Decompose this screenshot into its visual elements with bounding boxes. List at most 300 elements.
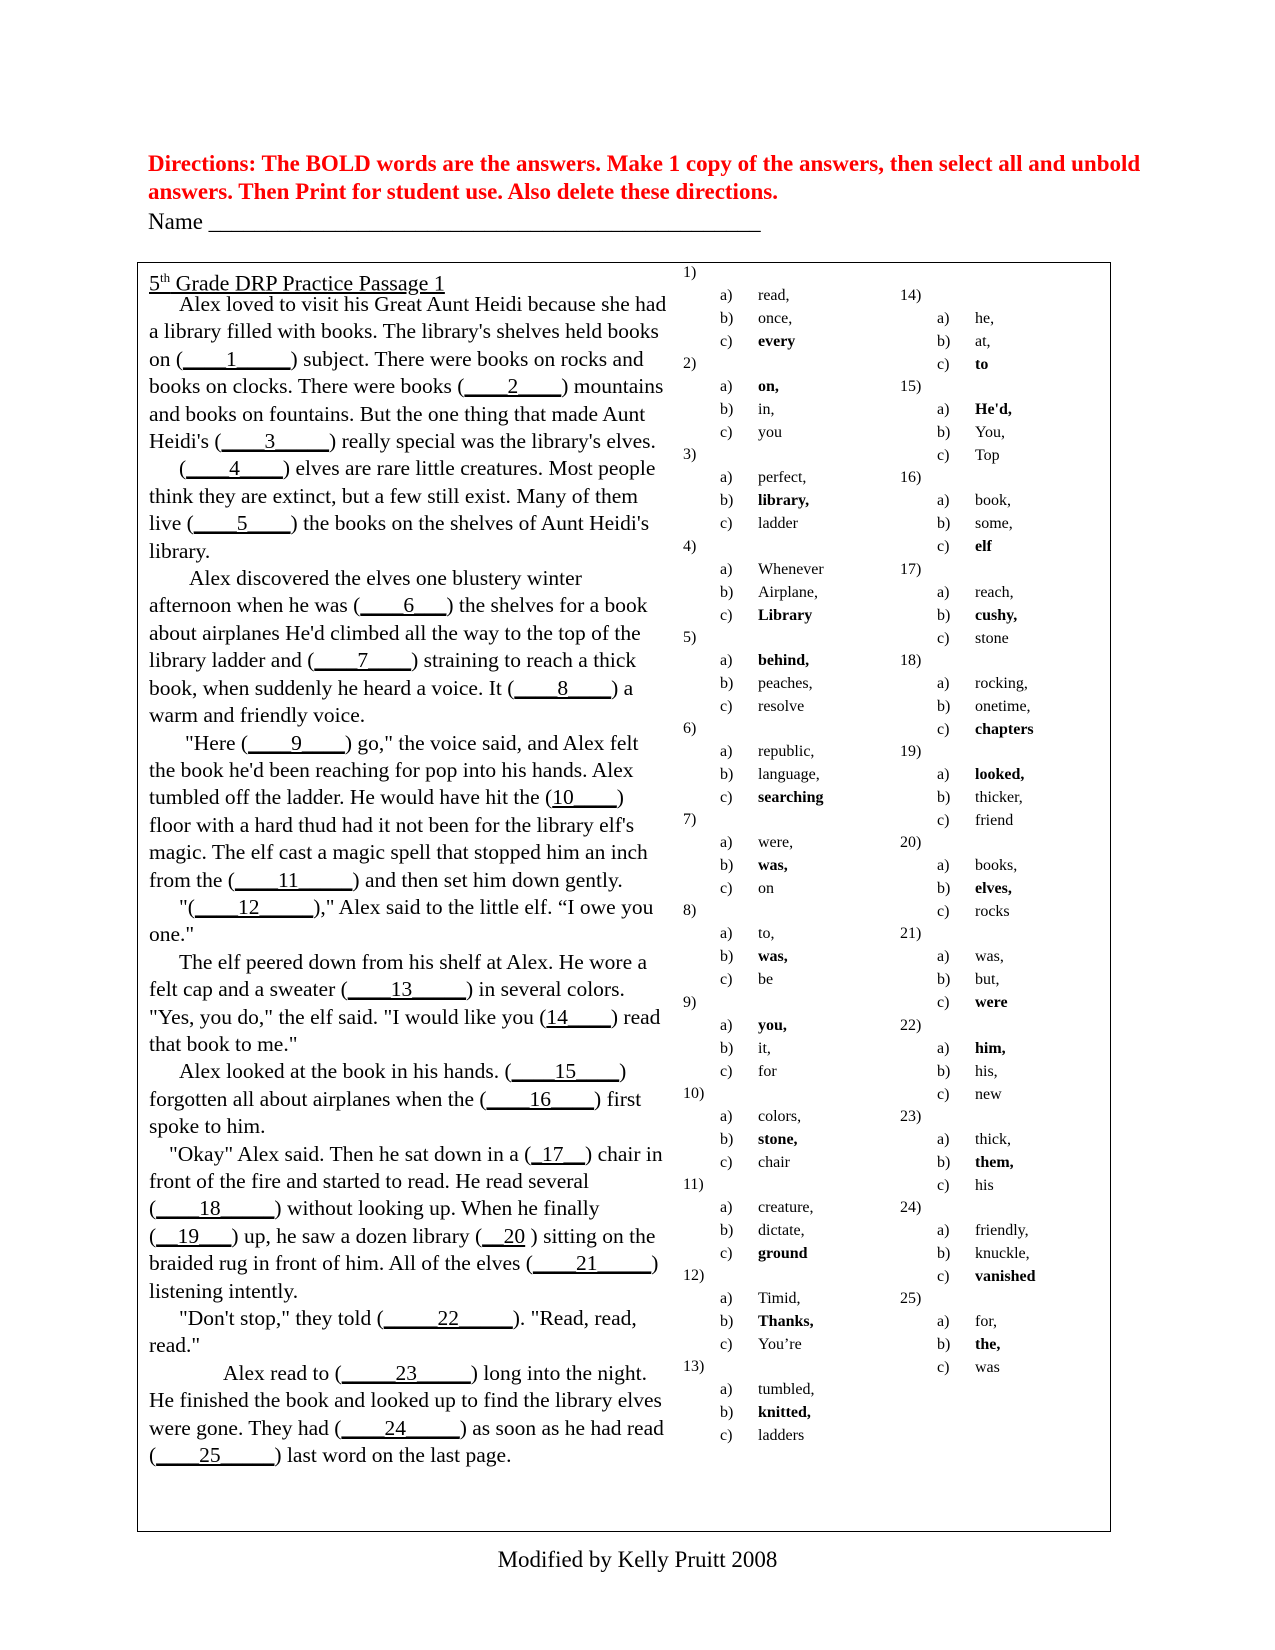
option-letter: b) <box>937 880 951 898</box>
answer-option <box>720 1128 798 1151</box>
option-letter: a) <box>937 583 950 601</box>
passage-text: ) in several colors. "Yes, you do," the elf said. "I would like you ( <box>149 977 625 1029</box>
answer-option <box>720 1014 787 1037</box>
option-word: for <box>758 1062 777 1080</box>
passage-paragraph <box>149 1360 669 1470</box>
answer-option <box>937 1333 1000 1356</box>
option-word: to, <box>758 925 775 943</box>
option-word: thicker, <box>975 789 1023 806</box>
answer-option <box>937 1083 1002 1106</box>
answer-option <box>720 1333 802 1356</box>
option-word: was <box>975 1359 1000 1377</box>
question-number: 20) <box>900 834 922 852</box>
answer-option <box>937 945 1004 968</box>
option-letter: b) <box>720 1313 734 1331</box>
option-word: some, <box>975 515 1013 533</box>
option-word: his <box>975 1176 994 1194</box>
footer-credit: Modified by Kelly Pruitt 2008 <box>497 1547 778 1572</box>
question-number: 19) <box>900 743 922 760</box>
option-letter: c) <box>937 1085 950 1103</box>
passage-text: "Okay" Alex said. Then he sat down in a ( <box>169 1141 532 1166</box>
answer-blank: __19___ <box>156 1223 232 1248</box>
option-letter: c) <box>720 1062 733 1080</box>
answer-option <box>937 512 1013 535</box>
option-word: ladders <box>758 1427 805 1445</box>
passage-text: "Here ( <box>185 730 249 755</box>
option-letter: c) <box>937 538 950 556</box>
answer-blank: ____8____ <box>514 675 612 700</box>
option-letter: a) <box>937 1039 950 1057</box>
answer-option <box>720 512 798 535</box>
option-letter: b) <box>937 424 951 442</box>
option-word: Timid, <box>758 1290 801 1308</box>
option-letter: c) <box>720 880 733 898</box>
option-letter: b) <box>720 583 734 601</box>
option-letter: a) <box>720 743 733 760</box>
option-letter: a) <box>720 1016 733 1034</box>
answer-option <box>937 991 1008 1014</box>
answer-option <box>720 330 795 353</box>
option-letter: b) <box>937 333 951 350</box>
answer-option <box>937 421 1005 444</box>
answer-option <box>720 740 814 763</box>
answer-option <box>937 763 1024 786</box>
passage-text: ) go," the voice said, and Alex felt the book he'd been reaching for pop into his hands. Alex tumbled off the ladder. He would have hit the ( <box>149 730 639 810</box>
question-number: 7) <box>683 811 697 829</box>
option-letter: b) <box>937 789 951 806</box>
passage-text: ) a warm and friendly voice. <box>149 675 634 728</box>
correct-answer-word: was, <box>758 857 788 875</box>
correct-answer-word: on, <box>758 378 779 396</box>
option-letter: a) <box>720 651 733 669</box>
passage-paragraph <box>149 1141 669 1305</box>
option-word: reach, <box>975 583 1014 601</box>
answer-option <box>720 695 804 718</box>
correct-answer-word: elves, <box>975 880 1012 898</box>
answer-blank: ____15____ <box>511 1059 620 1084</box>
answer-option <box>937 672 1028 695</box>
option-letter: c) <box>937 356 950 373</box>
answer-option <box>720 1242 808 1265</box>
option-word: but, <box>975 971 1000 989</box>
answer-option <box>937 786 1023 809</box>
question-number: 24) <box>900 1199 922 1216</box>
option-word: creature, <box>758 1199 814 1216</box>
question-number: 18) <box>900 651 922 669</box>
option-word: books, <box>975 857 1018 875</box>
answer-option <box>937 1310 997 1333</box>
option-letter: a) <box>720 1107 733 1125</box>
option-letter: a) <box>937 1130 950 1148</box>
option-word: rocking, <box>975 674 1028 692</box>
answer-blank: ____5____ <box>193 511 291 536</box>
option-letter: a) <box>720 1381 733 1399</box>
passage-paragraph <box>149 949 669 1059</box>
answer-option <box>720 1424 804 1447</box>
answer-option <box>720 1037 771 1060</box>
answer-option <box>937 877 1012 900</box>
answer-option <box>720 968 773 991</box>
question-number: 12) <box>683 1267 705 1285</box>
answer-option <box>720 466 806 489</box>
question-number: 17) <box>900 560 922 578</box>
correct-answer-word: were <box>975 994 1008 1012</box>
passage-text: ) up, he saw a dozen library ( <box>231 1223 483 1248</box>
option-letter: a) <box>937 857 950 875</box>
answer-option <box>937 1128 1011 1151</box>
option-letter: a) <box>720 469 733 487</box>
passage-paragraph <box>149 730 669 894</box>
option-letter: b) <box>720 948 734 966</box>
option-letter: b) <box>720 857 734 875</box>
answer-option <box>720 786 823 809</box>
answer-option <box>720 489 809 512</box>
passage-paragraph <box>149 455 669 565</box>
option-word: republic, <box>758 743 815 760</box>
passage-text: ) listening intently. <box>149 1251 659 1303</box>
passage-paragraph <box>149 565 669 729</box>
question-number: 22) <box>900 1016 922 1034</box>
option-letter: b) <box>720 401 734 419</box>
option-letter: a) <box>720 1199 733 1216</box>
answer-option <box>720 1060 777 1083</box>
question-number: 21) <box>900 925 922 943</box>
option-word: on <box>758 880 774 898</box>
answer-blank: ____6___ <box>360 593 447 618</box>
correct-answer-word: ground <box>758 1245 808 1262</box>
option-letter: c) <box>720 789 733 806</box>
answer-option <box>937 604 1017 627</box>
answer-option <box>720 1401 811 1424</box>
passage-text: Alex looked at the book in his hands. ( <box>179 1059 512 1084</box>
answer-option <box>720 307 792 330</box>
passage-text: ) first spoke to him. <box>149 1086 642 1139</box>
passage-text: ) mountains and books on fountains. But the one thing that made Aunt Heidi's ( <box>149 374 664 454</box>
answer-option <box>937 809 1013 832</box>
passage-text: ) chair in front of the fire and started to read. He read several ( <box>149 1141 663 1221</box>
answer-option <box>720 375 779 398</box>
option-letter: b) <box>720 1404 734 1422</box>
option-letter: a) <box>720 560 733 578</box>
correct-answer-word: them, <box>975 1153 1014 1171</box>
option-letter: c) <box>937 812 950 829</box>
question-number: 3) <box>683 446 697 464</box>
option-word: peaches, <box>758 674 813 692</box>
question-number: 6) <box>683 720 697 737</box>
answer-option <box>937 695 1031 718</box>
question-number: 25) <box>900 1290 922 1308</box>
answer-option <box>720 877 774 900</box>
option-word: book, <box>975 492 1011 510</box>
passage-text: ( <box>179 456 187 481</box>
passage-paragraph <box>149 894 669 949</box>
option-letter: b) <box>937 1245 951 1262</box>
option-word: Whenever <box>758 560 824 578</box>
correct-answer-word: every <box>758 333 796 350</box>
answer-option <box>720 421 782 444</box>
option-word: was, <box>975 948 1004 966</box>
passage-text: The elf peered down from his shelf at Alex. He wore a felt cap and a sweater ( <box>149 949 648 1002</box>
option-word: you <box>758 424 782 442</box>
option-letter: c) <box>720 515 733 533</box>
option-letter: a) <box>720 1290 733 1308</box>
answer-option <box>937 900 1010 923</box>
option-letter: c) <box>720 1245 733 1262</box>
answer-option <box>937 627 1009 650</box>
passage-paragraph <box>149 291 669 455</box>
question-number: 23) <box>900 1107 922 1125</box>
option-letter: b) <box>937 1153 951 1171</box>
answer-option <box>937 718 1034 741</box>
answer-blank: ____18_____ <box>156 1196 275 1221</box>
option-letter: c) <box>937 447 950 465</box>
option-letter: c) <box>720 606 733 624</box>
question-number: 16) <box>900 469 922 487</box>
answer-blank: ____2____ <box>464 374 562 399</box>
passage-text: ) subject. There were books on rocks and books on clocks. There were books ( <box>149 346 644 399</box>
answer-option <box>720 763 820 786</box>
answer-option <box>720 558 824 581</box>
answer-option <box>720 672 813 695</box>
option-letter: b) <box>720 1222 734 1239</box>
option-word: tumbled, <box>758 1381 815 1399</box>
option-letter: a) <box>720 378 733 396</box>
answer-option <box>720 1310 814 1333</box>
option-word: onetime, <box>975 697 1031 715</box>
answer-option <box>720 284 790 307</box>
passage-text: ) forgotten all about airplanes when the ( <box>149 1059 627 1111</box>
answer-blank: ____4____ <box>186 456 283 481</box>
answer-blank: 10____ <box>552 785 617 810</box>
option-word: perfect, <box>758 469 807 487</box>
option-letter: a) <box>937 766 950 783</box>
passage-text: ). "Read, read, read." <box>149 1306 637 1358</box>
option-letter: c) <box>720 1336 733 1354</box>
answer-option <box>720 649 809 672</box>
option-word: in, <box>758 401 775 419</box>
correct-answer-word: Library <box>758 606 813 624</box>
question-number: 8) <box>683 902 697 920</box>
option-word: be <box>758 971 774 989</box>
option-word: stone <box>975 629 1009 647</box>
correct-answer-word: him, <box>975 1039 1006 1057</box>
passage-text: "( <box>179 894 195 919</box>
option-letter: c) <box>937 629 950 647</box>
option-word: read, <box>758 287 790 304</box>
option-word: colors, <box>758 1107 802 1125</box>
correct-answer-word: behind, <box>758 651 810 669</box>
answer-option <box>937 1242 1030 1265</box>
option-word: dictate, <box>758 1222 805 1239</box>
answer-option <box>937 968 999 991</box>
answer-option <box>937 307 994 330</box>
correct-answer-word: chapters <box>975 720 1034 738</box>
option-letter: b) <box>720 674 734 692</box>
option-word: You’re <box>758 1336 802 1354</box>
passage-text: ) really special was the library's elves. <box>329 429 656 454</box>
question-number: 9) <box>683 993 697 1011</box>
option-word: for, <box>975 1313 998 1331</box>
passage-text: ) straining to reach a thick book, when suddenly he heard a voice. It ( <box>149 648 637 700</box>
correct-answer-word: searching <box>758 789 824 806</box>
passage-text: ) sitting on the braided rug in front of him. All of the elves ( <box>149 1223 656 1276</box>
answer-option <box>937 1174 994 1197</box>
option-letter: a) <box>720 287 733 304</box>
question-number: 14) <box>900 287 922 304</box>
passage-text: ) floor with a hard thud had it not been for the library elf's magic. The elf cast a magic spell that stopped him an inch from the ( <box>149 785 648 892</box>
answer-option <box>937 1151 1014 1174</box>
correct-answer-word: elf <box>975 538 992 556</box>
option-letter: b) <box>720 310 734 327</box>
option-letter: c) <box>937 903 950 921</box>
question-number: 1) <box>683 264 697 281</box>
option-letter: c) <box>720 1153 733 1171</box>
option-letter: a) <box>937 310 950 327</box>
option-word: at, <box>975 333 991 350</box>
passage-text: ) without looking up. When he finally ( <box>149 1196 600 1248</box>
answer-option <box>937 330 991 353</box>
answer-option <box>720 398 774 421</box>
option-word: once, <box>758 310 793 327</box>
passage-text: ) read that book to me." <box>149 1004 661 1056</box>
option-word: friend <box>975 812 1014 829</box>
correct-answer-word: vanished <box>975 1268 1036 1285</box>
option-letter: a) <box>937 492 950 510</box>
option-letter: a) <box>937 1222 950 1239</box>
passage-text: Alex loved to visit his Great Aunt Heidi because she had a library filled with books. The library's shelves held books on ( <box>149 292 667 371</box>
answer-blank: ____7____ <box>314 648 412 673</box>
correct-answer-word: to <box>975 356 989 373</box>
option-letter: c) <box>937 1176 950 1194</box>
answer-option <box>720 831 793 854</box>
option-letter: c) <box>720 697 733 715</box>
answer-option <box>937 854 1017 877</box>
option-letter: a) <box>937 948 950 966</box>
option-letter: a) <box>720 834 733 852</box>
passage-text: )," Alex said to the little elf. “I owe you one." <box>149 894 654 947</box>
answer-option <box>937 1219 1029 1242</box>
option-letter: c) <box>937 1268 950 1285</box>
option-letter: c) <box>720 1427 733 1445</box>
answer-blank: __20 <box>482 1223 526 1248</box>
answer-blank: ____13_____ <box>347 977 467 1002</box>
answer-blank: ____16____ <box>486 1086 595 1111</box>
answer-option <box>937 581 1014 604</box>
option-letter: b) <box>937 606 951 624</box>
directions-text: Directions: The BOLD words are the answers. Make 1 copy of the answers, then select all and unbold answers. Then Print for student use. Also delete these directions. <box>148 151 1141 204</box>
option-letter: c) <box>720 333 733 350</box>
option-word: he, <box>975 310 995 327</box>
passage-text: ) last word on the last page. <box>274 1443 512 1468</box>
answer-option <box>937 444 1000 467</box>
answer-option <box>720 1378 814 1401</box>
answer-option <box>720 1105 801 1128</box>
passage-body <box>149 291 669 1469</box>
answer-option <box>720 945 788 968</box>
answer-option <box>937 1037 1006 1060</box>
option-word: Top <box>975 447 1000 465</box>
answer-blank: ____1_____ <box>183 346 291 371</box>
correct-answer-word: knitted, <box>758 1404 811 1422</box>
correct-answer-word: the, <box>975 1336 1001 1354</box>
question-number: 4) <box>683 537 697 555</box>
answer-option <box>937 1356 1000 1379</box>
option-letter: b) <box>937 1062 951 1080</box>
option-word: it, <box>758 1039 771 1057</box>
option-word: chair <box>758 1153 790 1171</box>
question-number: 5) <box>683 628 697 646</box>
question-number: 13) <box>683 1358 705 1376</box>
passage-text: ) as soon as he had read ( <box>149 1415 664 1468</box>
option-letter: b) <box>937 515 951 533</box>
passage-text: ) and then set him down gently. <box>352 867 623 892</box>
answer-option <box>720 1219 805 1242</box>
option-word: friendly, <box>975 1222 1029 1239</box>
answer-option <box>937 489 1011 512</box>
option-letter: c) <box>720 971 733 989</box>
answer-blank: ____24_____ <box>341 1415 460 1440</box>
answer-blank: _17__ <box>531 1141 586 1166</box>
option-word: his, <box>975 1062 998 1080</box>
name-field-label: Name ________________________________________________ <box>148 209 761 234</box>
answer-blank: 14____ <box>546 1004 611 1029</box>
answer-blank: ____25_____ <box>156 1443 275 1468</box>
passage-text: ) long into the night. He finished the book and looked up to find the library elves were gone. They had ( <box>149 1360 662 1440</box>
answer-blank: _____22_____ <box>383 1306 513 1331</box>
passage-paragraph <box>149 1058 669 1140</box>
question-number: 11) <box>683 1176 704 1193</box>
option-letter: b) <box>937 1336 951 1354</box>
passage-paragraph <box>149 1305 669 1360</box>
option-word: thick, <box>975 1130 1011 1148</box>
correct-answer-word: He'd, <box>975 401 1012 419</box>
question-number: 10) <box>683 1084 705 1102</box>
option-letter: a) <box>937 1313 950 1331</box>
correct-answer-word: you, <box>758 1016 787 1034</box>
option-word: knuckle, <box>975 1245 1030 1262</box>
correct-answer-word: library, <box>758 492 810 510</box>
answer-option <box>720 1196 814 1219</box>
answer-option <box>937 535 992 558</box>
passage-text: Alex read to ( <box>223 1360 342 1385</box>
option-letter: a) <box>720 925 733 943</box>
answer-option <box>937 398 1012 421</box>
correct-answer-word: was, <box>758 948 788 966</box>
passage-text: ) the shelves for a book about airplanes He'd climbed all the way to the top of the library ladder and ( <box>149 593 648 673</box>
option-letter: c) <box>720 424 733 442</box>
answer-option <box>720 1151 790 1174</box>
passage-title: 5th Grade DRP Practice Passage 1 <box>149 270 445 296</box>
passage-text: ) the books on the shelves of Aunt Heidi's library. <box>149 511 650 563</box>
passage-text: Alex discovered the elves one blustery winter afternoon when he was ( <box>149 566 582 618</box>
passage-text: ) elves are rare little creatures. Most people think they are extinct, but a few still exist. Many of them live ( <box>149 456 656 536</box>
answer-option <box>720 1287 801 1310</box>
answer-blank: ____3_____ <box>221 429 330 454</box>
option-letter: a) <box>937 674 950 692</box>
option-letter: b) <box>937 697 951 715</box>
option-word: You, <box>975 424 1005 442</box>
answer-option <box>720 854 788 877</box>
answer-blank: ____11_____ <box>234 867 353 892</box>
passage-text: "Don't stop," they told ( <box>179 1306 384 1331</box>
option-word: language, <box>758 766 820 783</box>
option-letter: b) <box>720 492 734 510</box>
correct-answer-word: stone, <box>758 1130 798 1148</box>
option-letter: a) <box>937 401 950 419</box>
answer-option <box>937 1060 998 1083</box>
answer-option <box>720 581 818 604</box>
option-letter: c) <box>937 1359 950 1377</box>
